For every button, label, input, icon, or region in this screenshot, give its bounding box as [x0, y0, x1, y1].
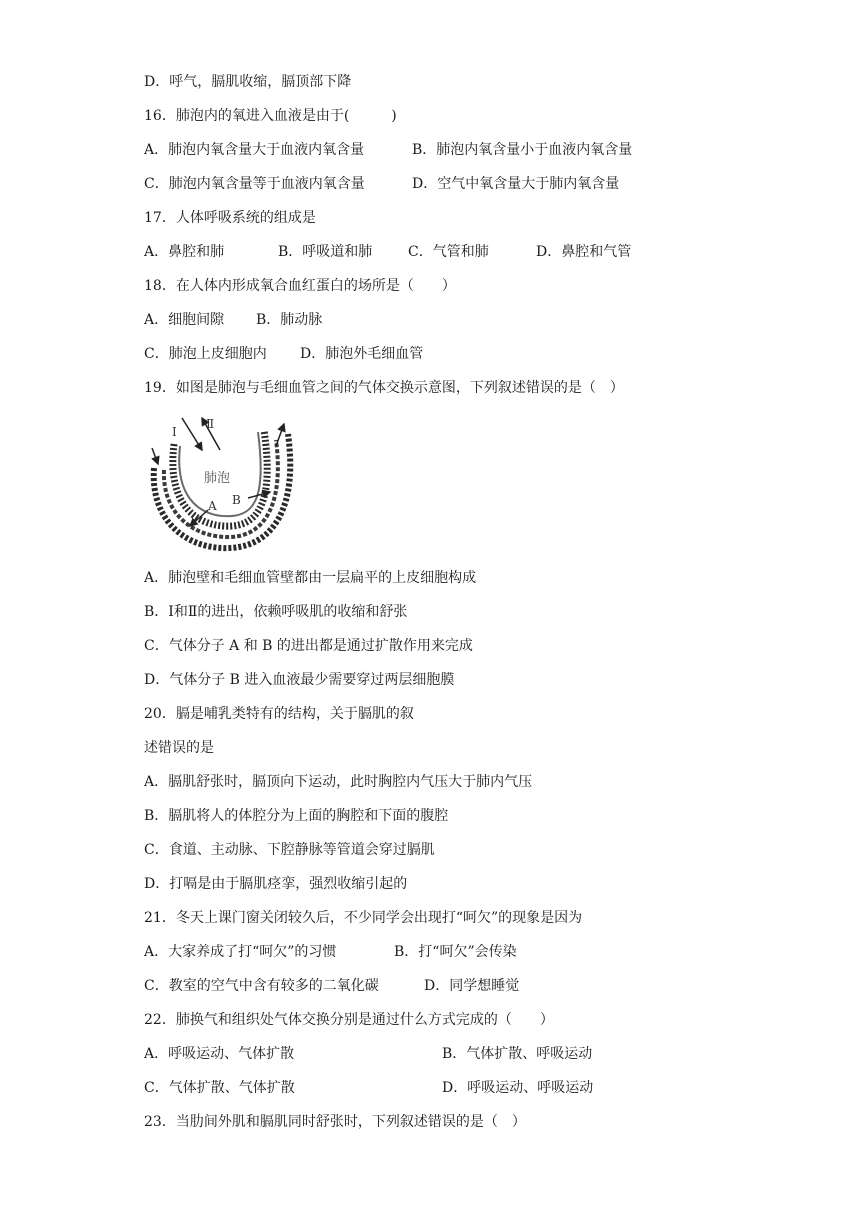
q21-option-d: D．同学想睡觉: [424, 978, 520, 994]
q16-option-c: C．肺泡内氧含量等于血液内氧含量: [144, 176, 365, 192]
capillary-outer-wall: [154, 434, 291, 548]
q16-stem: 16．肺泡内的氧进入血液是由于( ): [144, 108, 397, 124]
q18-option-c: C．肺泡上皮细胞内: [144, 346, 267, 362]
label-i: Ⅰ: [172, 425, 177, 439]
q20-stem: 20．膈是哺乳类特有的结构，关于膈肌的叙: [144, 706, 414, 722]
q17-option-c: C．气管和肺: [408, 244, 489, 260]
q21-stem: 21．冬天上课门窗关闭较久后，不少同学会出现打“呵欠”的现象是因为: [144, 910, 583, 926]
alveolus-gas-exchange-diagram: [148, 410, 298, 558]
q22-option-a: A．呼吸运动、气体扩散: [144, 1046, 295, 1062]
q19-option-b: B．Ⅰ和Ⅱ的进出，依赖呼吸肌的收缩和舒张: [144, 604, 408, 620]
q17-option-a: A．鼻腔和肺: [144, 244, 225, 260]
q22-option-d: D．呼吸运动、呼吸运动: [442, 1080, 594, 1096]
q18-stem: 18．在人体内形成氧合血红蛋白的场所是（ ）: [144, 278, 456, 294]
q16-option-b: B．肺泡内氧含量小于血液内氧含量: [412, 142, 633, 158]
q22-option-c: C．气体扩散、气体扩散: [144, 1080, 295, 1096]
q18-option-a: A．细胞间隙: [144, 312, 225, 328]
q23-stem: 23．当肋间外肌和膈肌同时舒张时，下列叙述错误的是（ ）: [144, 1114, 526, 1130]
q17-stem: 17．人体呼吸系统的组成是: [144, 210, 316, 226]
q19-option-a: A．肺泡壁和毛细血管壁都由一层扁平的上皮细胞构成: [144, 570, 477, 586]
q22-stem: 22．肺换气和组织处气体交换分别是通过什么方式完成的（ ）: [144, 1012, 554, 1028]
q19-stem: 19．如图是肺泡与毛细血管之间的气体交换示意图，下列叙述错误的是（ ）: [144, 380, 624, 396]
q20-stem-continued: 述错误的是: [144, 740, 214, 756]
q22-option-b: B．气体扩散、呼吸运动: [442, 1046, 593, 1062]
q19-option-c: C．气体分子 A 和 B 的进出都是通过扩散作用来完成: [144, 638, 473, 654]
q21-option-a: A．大家养成了打“呵欠”的习惯: [144, 944, 337, 960]
q20-option-c: C．食道、主动脉、下腔静脉等管道会穿过膈肌: [144, 842, 435, 858]
q18-option-b: B．肺动脉: [256, 312, 323, 328]
q20-option-a: A．膈肌舒张时，膈顶向下运动，此时胸腔内气压大于肺内气压: [144, 774, 533, 790]
q19-option-d: D．气体分子 B 进入血液最少需要穿过两层细胞膜: [144, 672, 455, 688]
q16-option-d: D．空气中氧含量大于肺内氧含量: [412, 176, 620, 192]
q18-option-d: D．肺泡外毛细血管: [300, 346, 424, 362]
q16-option-a: A．肺泡内氧含量大于血液内氧含量: [144, 142, 365, 158]
label-a: A: [208, 499, 217, 513]
q21-option-b: B．打“呵欠”会传染: [394, 944, 517, 960]
alveolus-label: 肺泡: [204, 471, 231, 486]
q17-option-b: B．呼吸道和肺: [278, 244, 373, 260]
q20-option-d: D．打嗝是由于膈肌痉挛，强烈收缩引起的: [144, 876, 408, 892]
q20-option-b: B．膈肌将人的体腔分为上面的胸腔和下面的腹腔: [144, 808, 449, 824]
q17-option-d: D．鼻腔和气管: [536, 244, 632, 260]
label-ii: Ⅱ: [206, 417, 215, 431]
label-b: B: [232, 493, 241, 507]
q21-option-c: C．教室的空气中含有较多的二氧化碳: [144, 978, 379, 994]
q15-option-d: D．呼气，膈肌收缩，膈顶部下降: [144, 74, 352, 90]
